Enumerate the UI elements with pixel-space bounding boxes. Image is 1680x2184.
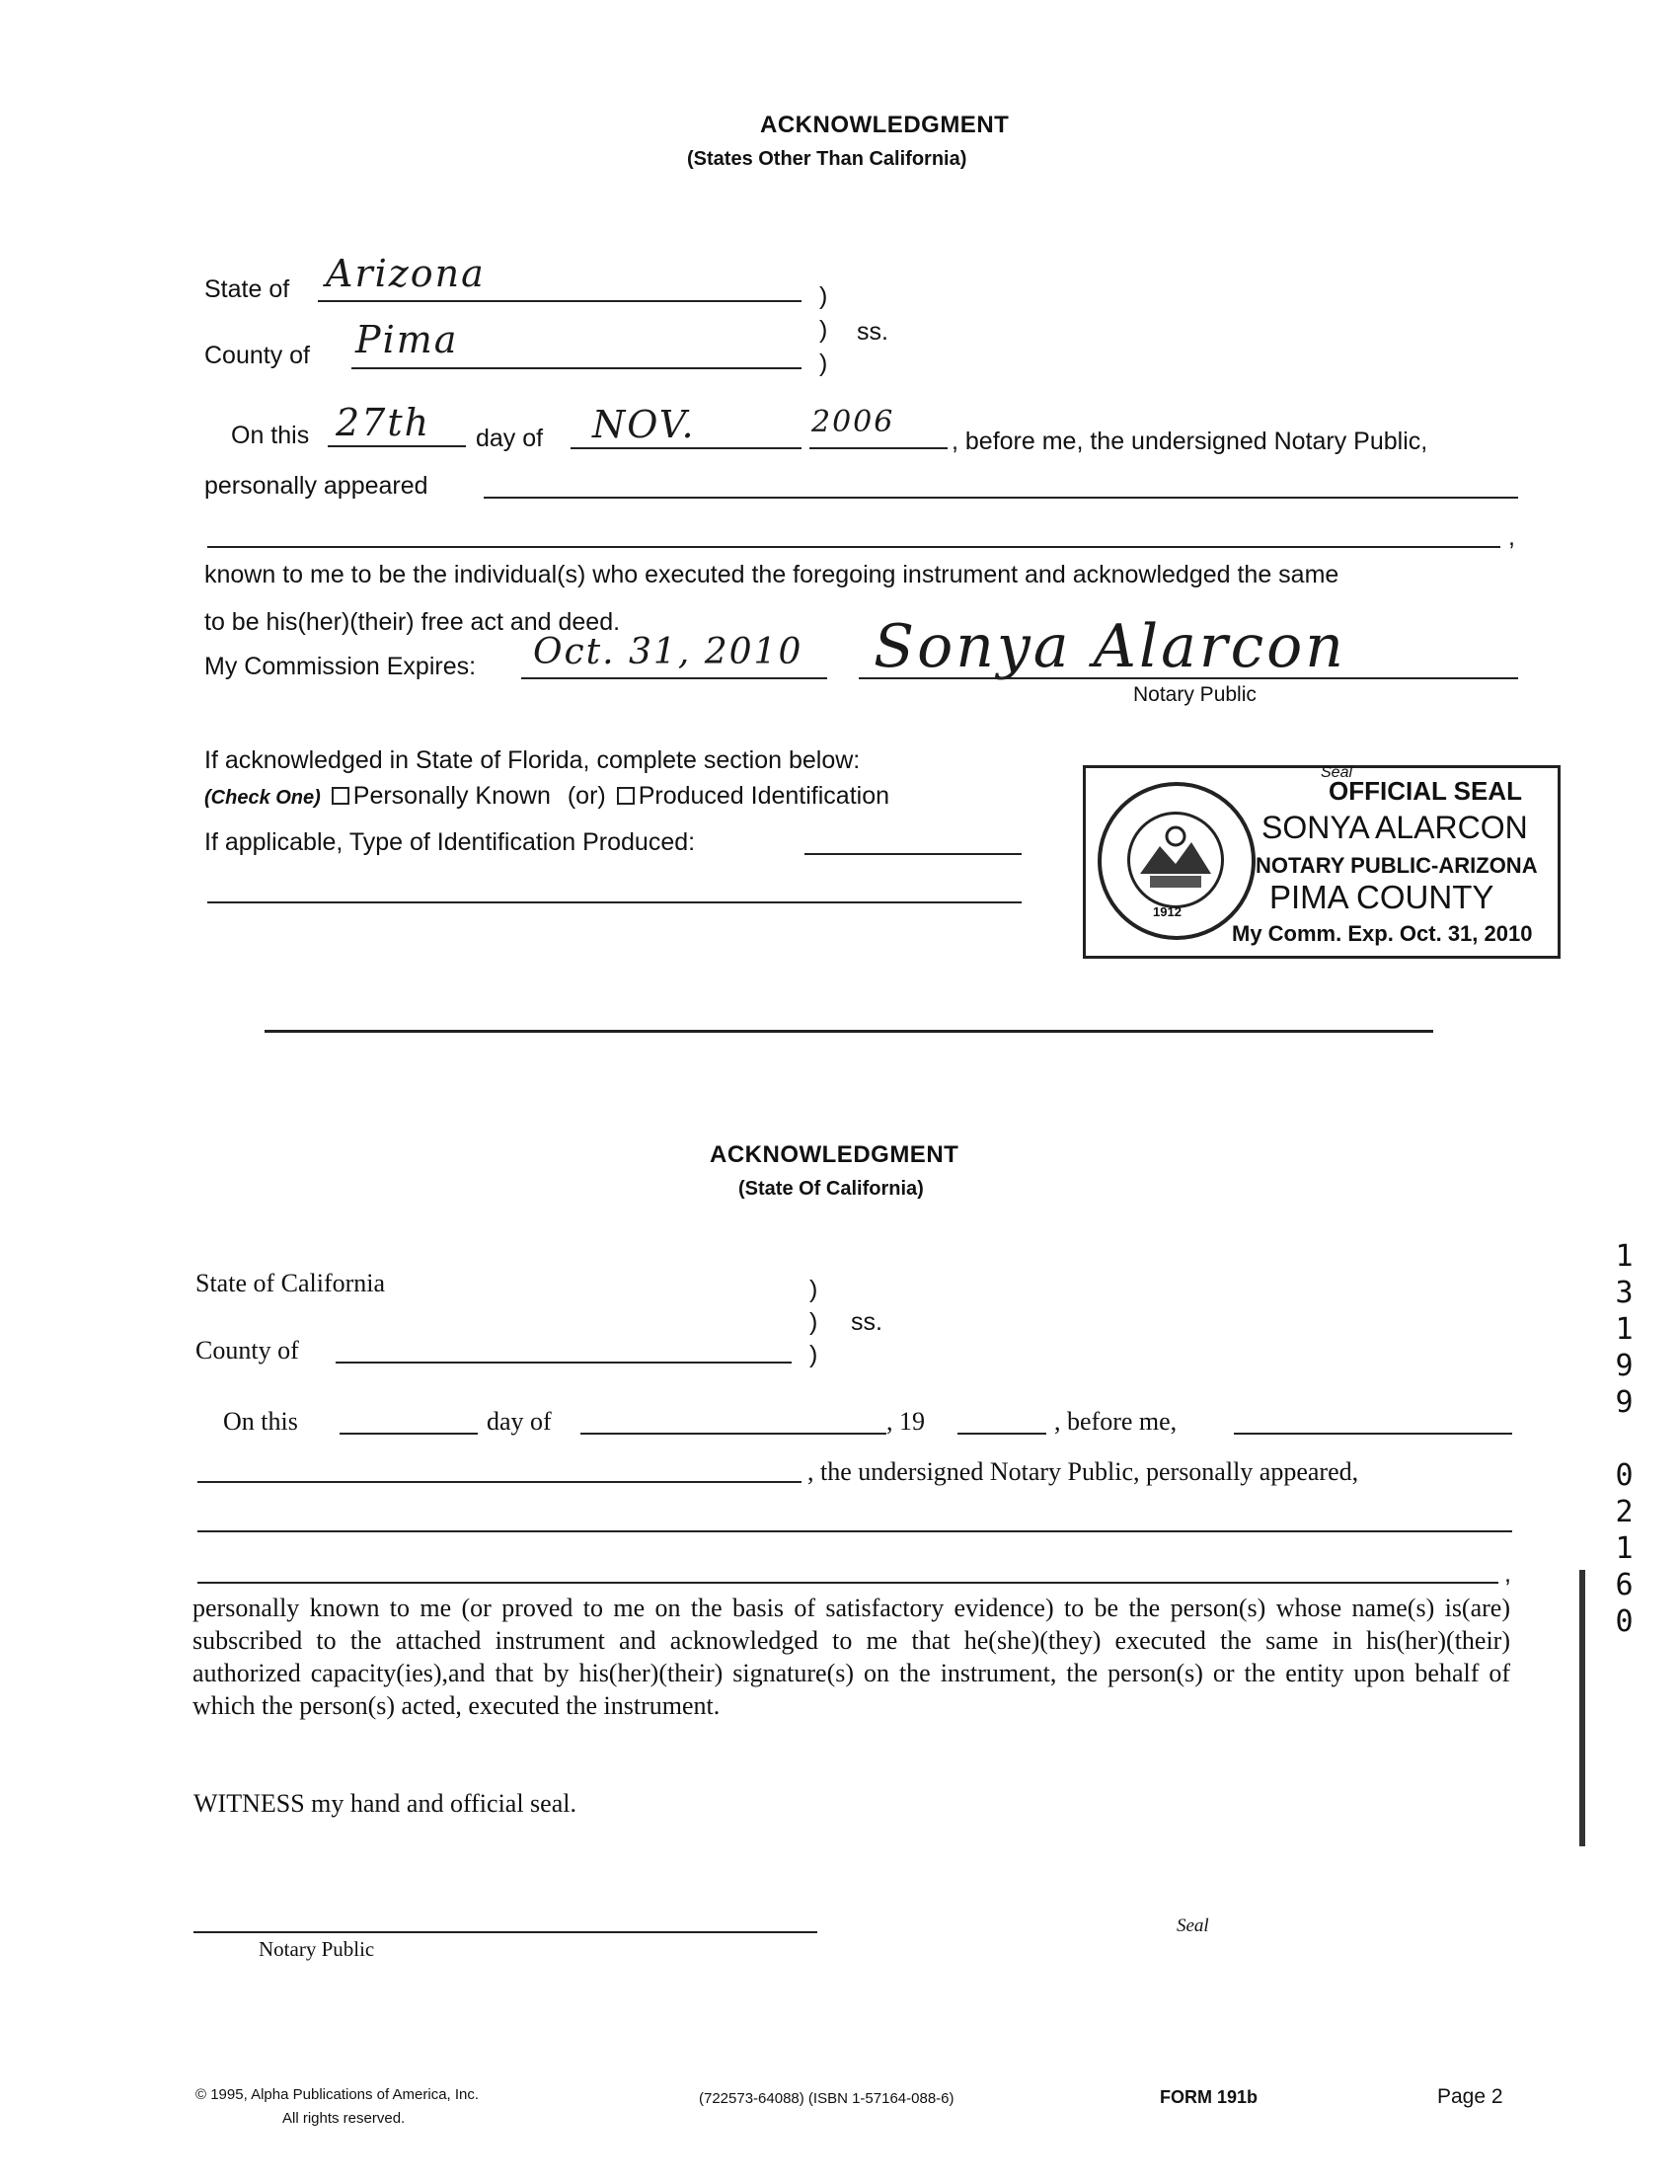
ca-bracket-2: ) [809, 1308, 818, 1336]
personally-known-label: Personally Known [352, 782, 551, 810]
seal-official-text: OFFICIAL SEAL [1329, 776, 1522, 806]
bracket-1: ) [819, 282, 828, 310]
ca-notary-public-label: Notary Public [259, 1937, 375, 1961]
ca-paragraph: personally known to me (or proved to me on the basis of satisfactory evidence) to be the person(s) whose name(s) is(are) subscribed to the attached instrument and acknowledged to me that he(she)(they) executed the same in his(her)(their) authorized capacity(ies),and that by his(her)(their) signature(s) on the instrument, the person(s) or the entity upon behalf of which the person(s) acted, executed the instrument. [192, 1594, 1510, 1720]
day-of-label: day of [476, 425, 544, 452]
ca-month-line [580, 1433, 886, 1435]
ca-on-this: On this [223, 1407, 298, 1436]
year-line [809, 447, 948, 449]
ca-before-me-line [1234, 1433, 1512, 1435]
ca-name-line [197, 1481, 802, 1483]
bottom-title: ACKNOWLEDGMENT [710, 1141, 959, 1168]
notary-signature: Sonya Alarcon [874, 612, 1346, 681]
ca-year-line [957, 1433, 1046, 1435]
commission-label: My Commission Expires: [204, 653, 477, 680]
type-id-line-2 [207, 901, 1022, 903]
county-line [351, 367, 802, 369]
county-value: Pima [355, 318, 459, 361]
comma: , [1508, 523, 1515, 551]
before-me-text: , before me, the undersigned Notary Public, [952, 428, 1428, 455]
state-label: State of [204, 275, 290, 303]
check-one-label: (Check One) [204, 787, 321, 809]
seal-circle-year: 1912 [1153, 904, 1182, 919]
ca-bracket-3: ) [809, 1341, 818, 1368]
top-subtitle: (States Other Than California) [687, 148, 967, 170]
ca-year-prefix: , 19 [886, 1407, 925, 1436]
ca-signature-line [193, 1931, 817, 1933]
produced-id-checkbox[interactable] [617, 787, 635, 805]
year-value: 2006 [811, 405, 895, 439]
state-value: Arizona [326, 252, 486, 295]
section-divider [265, 1030, 1433, 1033]
side-number-text: 13199 02160 [1607, 1239, 1642, 1641]
ca-bracket-1: ) [809, 1276, 818, 1303]
footer-form-number: FORM 191b [1160, 2087, 1259, 2107]
ca-county-line [336, 1362, 792, 1364]
footer-page-number: Page 2 [1437, 2085, 1503, 2108]
or-label: (or) [567, 782, 606, 810]
commission-value: Oct. 31, 2010 [533, 632, 803, 672]
check-one-row [204, 782, 889, 811]
state-line [318, 300, 802, 302]
known-text: known to me to be the individual(s) who executed the foregoing instrument and acknowledged the same [204, 561, 1339, 588]
side-document-number [1607, 1239, 1642, 1647]
state-seal-circle [1098, 782, 1256, 940]
bottom-subtitle: (State Of California) [738, 1178, 924, 1200]
ca-state-label: State of California [195, 1269, 386, 1297]
seal-emblem-icon [1130, 815, 1221, 905]
ca-appeared-line-1 [197, 1530, 1512, 1532]
ca-appeared-line-2 [197, 1582, 1498, 1584]
day-line [328, 445, 466, 447]
day-value: 27th [336, 401, 431, 444]
commission-line [521, 677, 827, 679]
type-id-line [804, 853, 1022, 855]
florida-text: If acknowledged in State of Florida, complete section below: [204, 746, 861, 774]
month-line [571, 447, 802, 449]
ca-undersigned-text: , the undersigned Notary Public, personally appeared, [807, 1457, 1359, 1486]
personally-known-checkbox[interactable] [332, 787, 349, 805]
top-title: ACKNOWLEDGMENT [760, 112, 1010, 138]
seal-notary-title: NOTARY PUBLIC-ARIZONA [1256, 853, 1538, 878]
seal-notary-name: SONYA ALARCON [1261, 810, 1528, 845]
type-id-text: If applicable, Type of Identification Produced: [204, 828, 696, 856]
ca-seal-label: Seal [1177, 1915, 1209, 1936]
month-value: NOV. [592, 403, 696, 446]
bracket-3: ) [819, 350, 828, 377]
ca-day-of: day of [487, 1407, 552, 1436]
on-this-label: On this [231, 422, 310, 449]
free-act-text: to be his(her)(their) free act and deed. [204, 608, 621, 636]
ca-county-label: County of [195, 1336, 299, 1365]
state-seal-emblem [1127, 812, 1224, 908]
produced-id-label: Produced Identification [638, 782, 890, 810]
name-line-2 [207, 546, 1500, 548]
ss-label: ss. [857, 318, 888, 346]
footer-codes: (722573-64088) (ISBN 1-57164-088-6) [699, 2090, 955, 2107]
ca-before-me: , before me, [1054, 1407, 1178, 1436]
seal-commission: My Comm. Exp. Oct. 31, 2010 [1232, 921, 1533, 946]
signature-line [859, 677, 1518, 679]
footer-rights: All rights reserved. [282, 2110, 406, 2127]
ca-comma: , [1504, 1560, 1511, 1588]
notary-public-label: Notary Public [1133, 683, 1257, 706]
seal-county: PIMA COUNTY [1269, 879, 1494, 915]
footer-copyright: © 1995, Alpha Publications of America, Inc. [195, 2086, 480, 2103]
personally-appeared-line [484, 497, 1518, 499]
county-label: County of [204, 342, 311, 369]
seal-word: Seal [1321, 764, 1353, 781]
ca-day-line [340, 1433, 478, 1435]
personally-appeared-label: personally appeared [204, 472, 428, 500]
official-seal-stamp [1083, 765, 1561, 959]
scan-margin-mark [1579, 1570, 1585, 1846]
ca-ss-label: ss. [851, 1308, 882, 1336]
witness-text: WITNESS my hand and official seal. [193, 1789, 576, 1818]
bracket-2: ) [819, 316, 828, 344]
